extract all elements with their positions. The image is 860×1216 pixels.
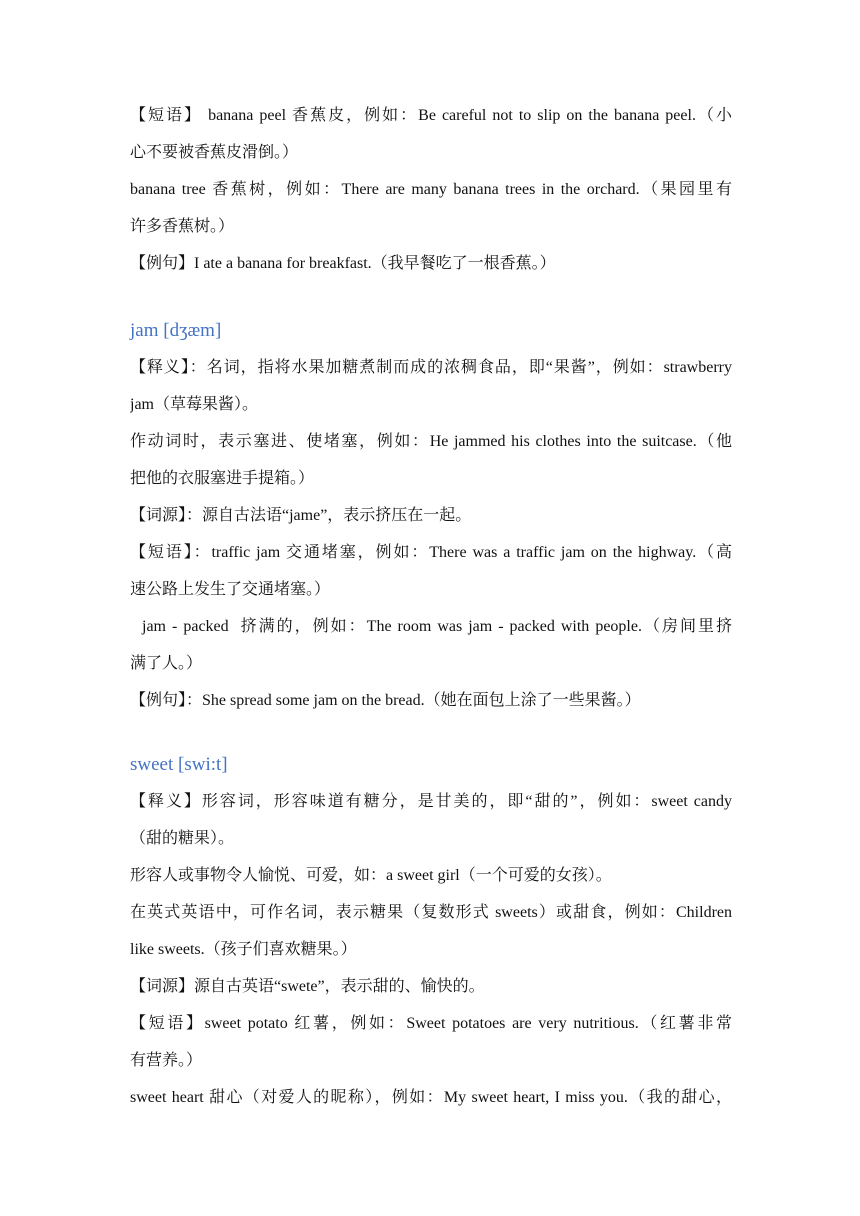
section-jam	[130, 312, 732, 719]
example-line: 【例句】：She spread some jam on the bread.（她在面包上涂了一些果酱。）	[130, 692, 641, 709]
section-sweet	[130, 746, 732, 1116]
definition-line: 【释义】：名词，指将水果加糖煮制而成的浓稠食品，即“果酱”，例如：strawberry	[130, 359, 732, 376]
etymology-line: 【词源】源自古英语“swete”，表示甜的、愉快的。	[130, 978, 485, 995]
etymology-line: 【词源】：源自古法语“jame”，表示挤压在一起。	[130, 507, 472, 524]
phrase-line: 速公路上发生了交通堵塞。）	[130, 581, 331, 598]
definition-line: 在英式英语中，可作名词，表示糖果（复数形式 sweets）或甜食，例如：Children	[130, 904, 732, 921]
definition-line: 把他的衣服塞进手提箱。）	[130, 470, 315, 487]
phrase-line: 【短语】sweet potato 红薯，例如：Sweet potatoes are very nutritious.（红薯非常	[130, 1015, 732, 1032]
phrase-line: 满了人。）	[130, 655, 203, 672]
phrase-line: 有营养。）	[130, 1052, 203, 1069]
definition-line: 形容人或事物令人愉悦、可爱，如：a sweet girl（一个可爱的女孩）。	[130, 867, 612, 884]
definition-line: jam（草莓果酱）。	[130, 396, 258, 413]
definition-line: 【释义】形容词，形容味道有糖分，是甘美的，即“甜的”，例如：sweet candy	[130, 793, 732, 810]
headword-sweet: sweet [swi:t]	[130, 754, 228, 775]
phrase-line: 许多香蕉树。）	[130, 218, 235, 235]
phrase-line: 【短语】 banana peel 香蕉皮，例如：Be careful not to slip on the banana peel.（小	[130, 107, 732, 124]
definition-line: like sweets.（孩子们喜欢糖果。）	[130, 941, 357, 958]
phrase-line: banana tree 香蕉树，例如：There are many banana trees in the orchard.（果园里有	[130, 181, 732, 198]
definition-line: （甜的糖果）。	[130, 830, 235, 847]
section-banana-tail	[130, 97, 732, 282]
phrase-line: 心不要被香蕉皮滑倒。）	[130, 144, 299, 161]
example-line: 【例句】I ate a banana for breakfast.（我早餐吃了一根香蕉。）	[130, 255, 556, 272]
phrase-line: sweet heart 甜心（对爱人的昵称），例如：My sweet heart, I miss you.（我的甜心，	[130, 1089, 732, 1106]
phrase-line: jam - packed 挤满的，例如：The room was jam - packed with people.（房间里挤	[130, 618, 732, 635]
phrase-line: 【短语】：traffic jam 交通堵塞，例如：There was a traffic jam on the highway.（高	[130, 544, 732, 561]
headword-jam: jam [dʒæm]	[130, 320, 222, 341]
definition-line: 作动词时，表示塞进、使堵塞，例如：He jammed his clothes into the suitcase.（他	[130, 433, 732, 450]
